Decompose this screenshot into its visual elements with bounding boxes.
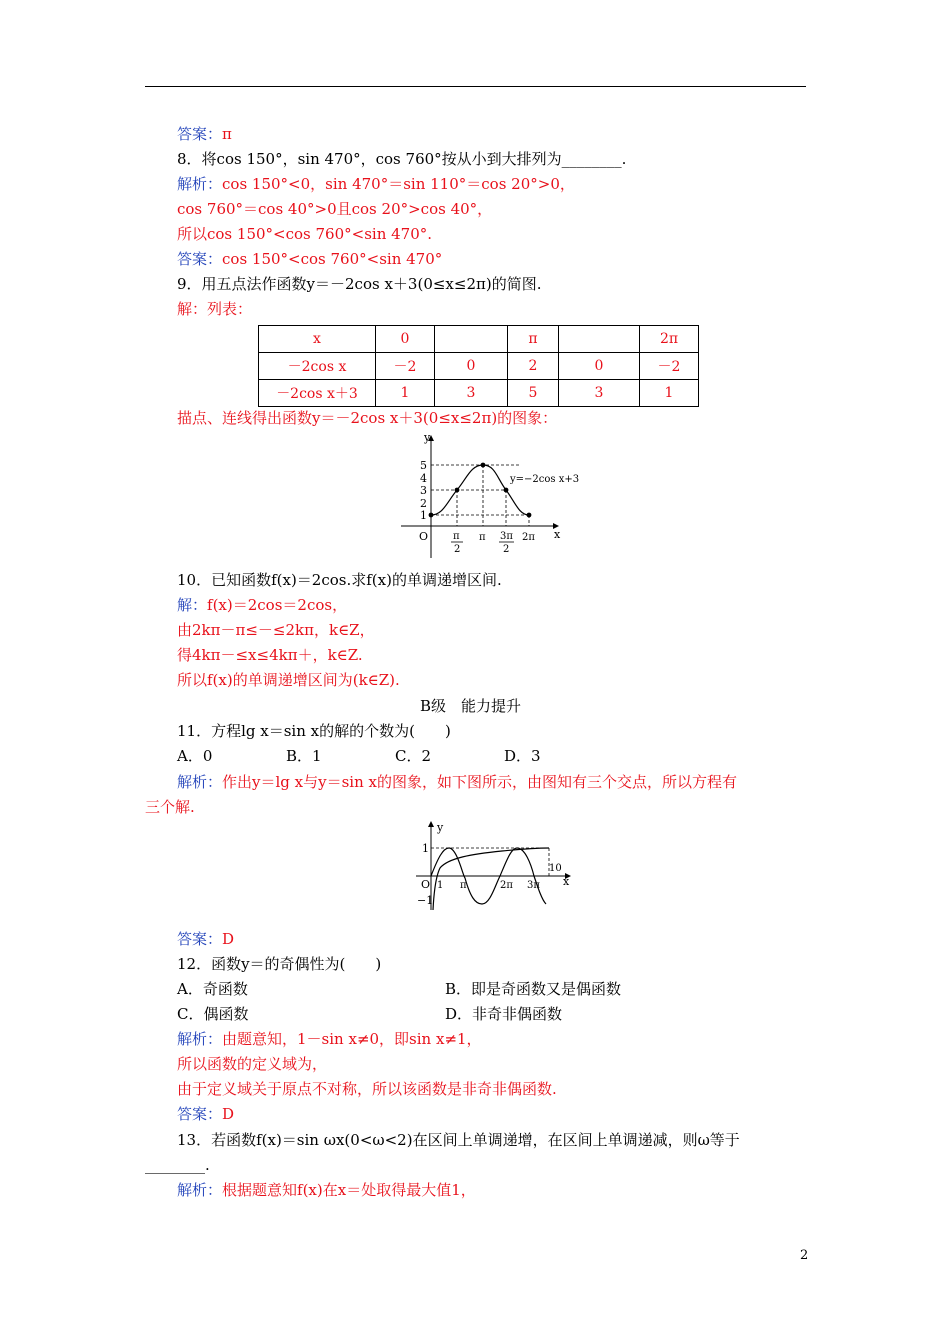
- analysis-8-line1: 解析：cos 150°<0，sin 470°＝sin 110°＝cos 20°>0，: [177, 175, 575, 193]
- x-tick-denominator: 2: [503, 544, 510, 555]
- option-a: A．奇函数: [177, 980, 248, 998]
- value-table: [258, 325, 699, 407]
- x-tick-label: 1: [437, 880, 444, 891]
- table-cell: 1: [376, 380, 435, 407]
- option-a: A．0: [177, 747, 213, 765]
- answer-7: 答案：π: [177, 125, 232, 143]
- x-axis-label: x: [554, 528, 561, 541]
- question-11: 11．方程lg x＝sin x的解的个数为( ): [177, 722, 451, 740]
- y-tick-label: 5: [420, 459, 427, 472]
- table-cell: x: [259, 326, 376, 353]
- lg-curve: [433, 848, 549, 910]
- analysis-11-line2: 三个解.: [145, 798, 195, 816]
- table-cell: 0: [376, 326, 435, 353]
- table-cell: －2: [376, 353, 435, 380]
- x-tick-label: π: [460, 880, 467, 891]
- question-10: 10．已知函数f(x)＝2cos.求f(x)的单调递增区间.: [177, 571, 502, 589]
- y-axis-label: y: [424, 431, 431, 444]
- analysis-8-line2: cos 760°＝cos 40°>0且cos 20°>cos 40°，: [177, 200, 493, 218]
- analysis-11-line1: 解析：作出y＝lg x与y＝sin x的图象，如下图所示，由图知有三个交点，所以方程有: [177, 773, 737, 791]
- table-cell: 5: [508, 380, 559, 407]
- question-13: 13．若函数f(x)＝sin ωx(0<ω<2)在区间上单调递增，在区间上单调递减，则ω等于: [177, 1131, 740, 1149]
- x-tick-denominator: 2: [454, 544, 461, 555]
- analysis-8-line3: 所以cos 150°<cos 760°<sin 470°.: [177, 225, 433, 243]
- table-cell: 1: [640, 380, 699, 407]
- y-tick-label: 4: [420, 472, 427, 485]
- table-row: [259, 380, 699, 407]
- analysis-12-line1: 解析：由题意知，1－sin x≠0，即sin x≠1，: [177, 1030, 482, 1048]
- analysis-12-line2: 所以函数的定义域为，: [177, 1055, 328, 1073]
- question-8: 8．将cos 150°，sin 470°，cos 760°按从小到大排列为________.: [177, 150, 627, 168]
- table-cell: 3: [559, 380, 640, 407]
- table-row: [259, 326, 699, 353]
- option-c: C．偶函数: [177, 1005, 249, 1023]
- y-tick-label: 1: [420, 509, 427, 522]
- key-points: [429, 463, 532, 518]
- x-tick-numerator: 3π: [500, 531, 513, 542]
- option-d: D．3: [504, 747, 541, 765]
- answer-8: 答案：cos 150°<cos 760°<sin 470°: [177, 250, 443, 268]
- x-tick-label: 2π: [500, 880, 513, 891]
- option-d: D．非奇非偶函数: [445, 1005, 563, 1023]
- table-cell: [559, 326, 640, 353]
- option-b: B．1: [286, 747, 322, 765]
- analysis-12-line3: 由于定义域关于原点不对称，所以该函数是非奇非偶函数.: [177, 1080, 557, 1098]
- cosine-curve: [431, 465, 529, 515]
- table-cell: 3: [435, 380, 508, 407]
- solution-9-plot: 描点、连线得出函数y＝－2cos x＋3(0≤x≤2π)的图象：: [177, 409, 558, 427]
- table-cell: 2: [508, 353, 559, 380]
- table-row: [259, 353, 699, 380]
- section-heading: B级 能力提升: [420, 697, 522, 715]
- answer-11: 答案：D: [177, 930, 235, 948]
- origin-label: O: [421, 878, 431, 891]
- x-tick-label: 2π: [522, 532, 535, 543]
- y-tick-label: 2: [420, 497, 427, 510]
- solution-10-line2: 由2kπ－π≤－≤2kπ，k∈Z，: [177, 621, 375, 639]
- x-tick-label: 10: [549, 863, 562, 874]
- page-number: 2: [800, 1248, 809, 1263]
- table-cell: 0: [559, 353, 640, 380]
- question-13-blank: ________.: [145, 1156, 210, 1174]
- solution-10-line3: 得4kπ－≤x≤4kπ＋，k∈Z.: [177, 646, 363, 664]
- answer-12: 答案：D: [177, 1105, 235, 1123]
- y-tick-label: 3: [420, 484, 427, 497]
- table-cell: －2cos x＋3: [259, 380, 376, 407]
- option-c: C．2: [395, 747, 432, 765]
- table-cell: π: [508, 326, 559, 353]
- y-tick-label: 1: [422, 842, 429, 855]
- x-axis-label: x: [563, 875, 570, 888]
- table-cell: －2cos x: [259, 353, 376, 380]
- table-cell: 2π: [640, 326, 699, 353]
- solution-10-line4: 所以f(x)的单调递增区间为(k∈Z).: [177, 671, 400, 689]
- header-rule: [145, 86, 806, 87]
- option-b: B．即是奇函数又是偶函数: [445, 980, 622, 998]
- table-cell: －2: [640, 353, 699, 380]
- curve-label: y=−2cos x+3: [510, 474, 580, 485]
- x-tick-label: π: [479, 532, 486, 543]
- cosine-graph: [398, 430, 598, 562]
- y-axis-label: y: [437, 821, 444, 834]
- table-cell: [435, 326, 508, 353]
- solution-10-line1: 解：f(x)＝2cos＝2cos，: [177, 596, 348, 614]
- solution-9-label: 解：列表：: [177, 300, 253, 318]
- x-tick-label: 3π: [527, 880, 540, 891]
- question-12: 12．函数y＝的奇偶性为( ): [177, 955, 382, 973]
- origin-label: O: [419, 530, 429, 543]
- table-cell: 0: [435, 353, 508, 380]
- x-tick-numerator: π: [453, 531, 460, 542]
- y-tick-label: −1: [417, 894, 434, 907]
- question-9: 9．用五点法作函数y＝－2cos x＋3(0≤x≤2π)的简图.: [177, 275, 542, 293]
- lg-sin-graph: [412, 818, 572, 914]
- analysis-13: 解析：根据题意知f(x)在x＝处取得最大值1，: [177, 1181, 476, 1199]
